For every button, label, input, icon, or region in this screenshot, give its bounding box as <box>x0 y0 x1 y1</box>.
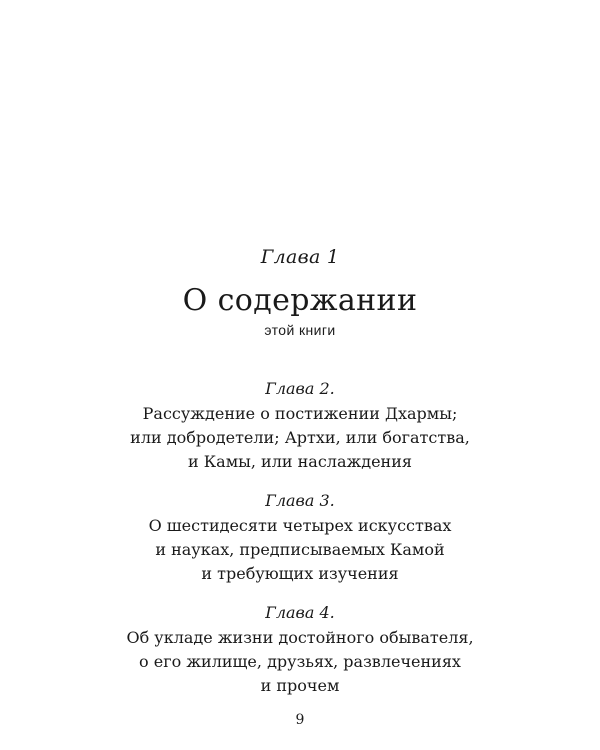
toc-line: о его жилище, друзьях, развлечениях <box>139 652 461 671</box>
chapter-title: О содержании <box>182 283 418 318</box>
toc-entry-chapter-3 <box>0 490 600 586</box>
table-of-contents <box>0 378 600 714</box>
toc-entry-description <box>0 402 600 474</box>
toc-line: Рассуждение о постижении Дхармы; <box>142 404 458 423</box>
toc-entry-label: Глава 4. <box>265 603 335 622</box>
toc-line: Об укладе жизни достойного обывателя, <box>126 628 474 647</box>
toc-entry-chapter-2 <box>0 378 600 474</box>
toc-line: и Камы, или наслаждения <box>188 452 412 471</box>
toc-entry-description <box>0 626 600 698</box>
chapter-label: Глава 1 <box>260 246 340 268</box>
toc-line: или добродетели; Артхи, или богатства, <box>130 428 470 447</box>
chapter-subtitle: этой книги <box>264 322 336 338</box>
toc-entry-label: Глава 2. <box>265 379 335 398</box>
page-number: 9 <box>295 712 305 728</box>
toc-line: и науках, предписываемых Камой <box>155 540 445 559</box>
toc-line: О шестидесяти четырех искусствах <box>148 516 452 535</box>
toc-entry-chapter-4 <box>0 602 600 698</box>
toc-entry-description <box>0 514 600 586</box>
toc-line: и прочем <box>260 676 340 695</box>
toc-line: и требующих изучения <box>201 564 399 583</box>
toc-entry-label: Глава 3. <box>265 491 335 510</box>
